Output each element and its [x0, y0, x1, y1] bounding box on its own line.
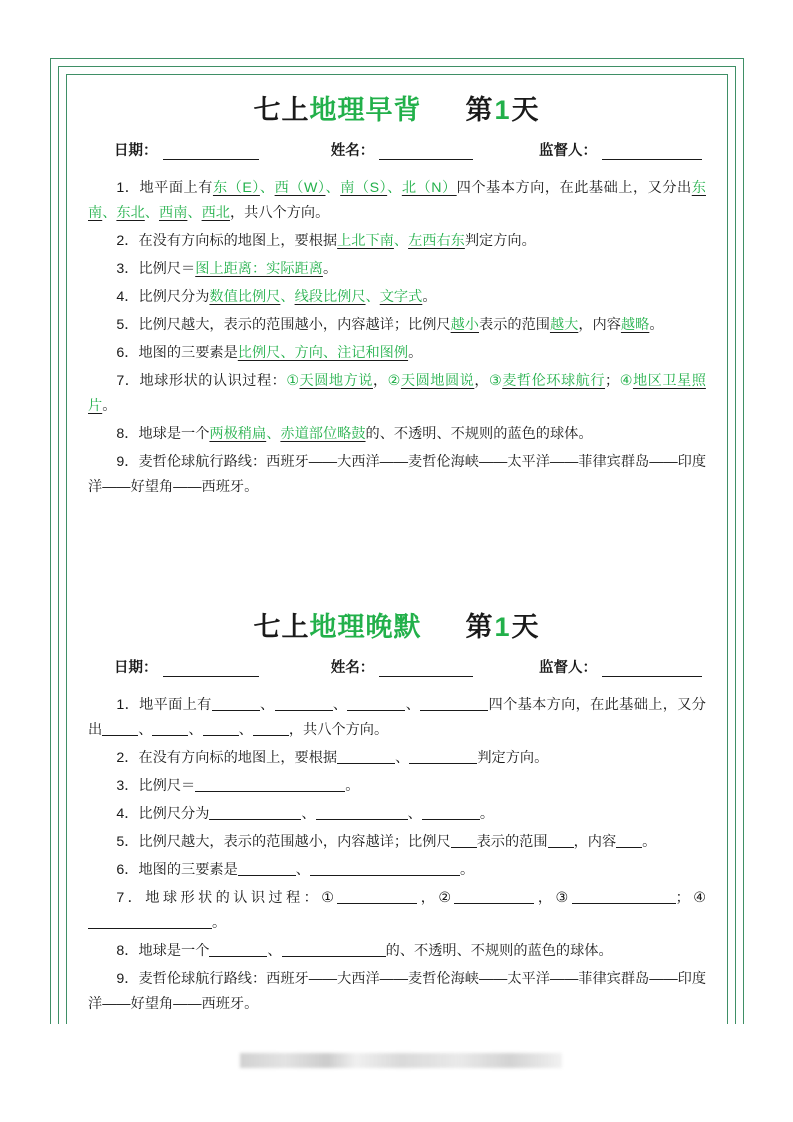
item-number: 8． [116, 426, 139, 442]
sep: ， [474, 373, 490, 389]
item-mid: 表示的范围 [479, 317, 550, 333]
item-tail: 判定方向。 [477, 750, 549, 766]
item-lead: 地球是一个 [138, 426, 210, 442]
sep: 、 [259, 180, 275, 196]
answer-south: 南（S） [340, 180, 388, 196]
sep: 、 [266, 426, 281, 442]
worksheet-content [66, 74, 728, 1024]
answer-north-up-south-down: 上北下南 [337, 233, 394, 249]
answer-round-earth-round-sky: 天圆地圆说 [400, 373, 475, 389]
item-mid: 四个基本方向，在此基础上，又分出 [456, 180, 692, 196]
item-text: 麦哲伦球航行路线：西班牙——大西洋——麦哲伦海峡——太平洋——菲律宾群岛——印度洋——好望角——西班牙。 [88, 971, 707, 1012]
item-tail: 。 [460, 862, 475, 878]
item-tail: 。 [479, 806, 495, 822]
sheet-2-name-label: 姓名： [330, 660, 375, 676]
item-tail: 。 [212, 915, 227, 931]
item-lead: 在没有方向标的地图上，要根据 [138, 233, 338, 249]
sep: 、 [405, 697, 421, 713]
blank-map-element-2[interactable] [310, 860, 460, 876]
item-number: 2． [116, 750, 139, 766]
sep: 、 [259, 697, 275, 713]
sheet-2-item-7 [88, 886, 706, 936]
sheet-1-day-number: 1 [494, 95, 512, 125]
item-lead: 比例尺＝ [138, 778, 196, 794]
answer-satellite-photo: 地区卫星照片 [88, 373, 706, 414]
sheet-1-supervisor-field[interactable] [539, 139, 702, 160]
sheet-2-supervisor-label: 监督人： [539, 660, 597, 676]
sheet-2-title [253, 605, 421, 644]
item-number: 7． [116, 373, 140, 389]
blank-orientation-1[interactable] [337, 748, 395, 764]
answer-flattened-poles: 两极稍扁 [209, 426, 267, 442]
sheet-1-header [88, 74, 706, 127]
redacted-watermark-bar [240, 1053, 562, 1068]
item-lead: 比例尺＝ [138, 261, 196, 277]
sep: ， [417, 890, 439, 906]
item-number: 4． [116, 289, 139, 305]
answer-larger: 越大 [549, 317, 579, 333]
item-tail: 。 [408, 345, 423, 361]
answer-northeast: 东北 [116, 205, 145, 221]
item-tail: 。 [345, 778, 360, 794]
item-number: 5． [116, 317, 139, 333]
item-number: 1． [116, 697, 140, 713]
blank-direction-3[interactable] [347, 695, 405, 711]
sheet-1-date-field[interactable] [114, 139, 259, 160]
item-lead: 比例尺分为 [138, 289, 210, 305]
item-lead: 比例尺分为 [138, 806, 210, 822]
item-lead: 地球是一个 [138, 943, 210, 959]
sheet-2-title-green: 地理晚默 [309, 612, 422, 642]
answer-north: 北（N） [401, 180, 457, 196]
sep: 、 [102, 205, 117, 221]
blank-earth-feature-2[interactable] [282, 941, 386, 957]
sheet-1-item-2 [88, 229, 706, 254]
sheet-2-item-6 [88, 858, 706, 883]
blank-earth-feature-1[interactable] [209, 941, 267, 957]
sheet-2-title-black: 七上 [253, 612, 310, 642]
answer-linear-scale: 线段比例尺 [294, 289, 366, 305]
sheet-2-meta-row [88, 656, 706, 677]
marker-3: ③ [489, 373, 503, 389]
item-tail: ，共八个方向。 [288, 722, 389, 738]
item-number: 9． [116, 454, 139, 470]
marker-1: ① [321, 890, 338, 906]
sheet-1-title [253, 88, 421, 127]
sheet-divider-space [88, 503, 706, 591]
sep: 、 [138, 722, 153, 738]
blank-earth-shape-4[interactable] [88, 913, 212, 929]
sheet-2-name-blank[interactable] [379, 662, 473, 677]
answer-scale-formula: 图上距离：实际距离 [195, 261, 323, 277]
item-lead: 地图的三要素是 [138, 862, 238, 878]
item-number: 8． [116, 943, 139, 959]
item-number: 7． [116, 890, 146, 906]
sheet-2-item-1 [88, 693, 706, 743]
sheet-1-name-field[interactable] [331, 139, 474, 160]
sheet-2-day-suffix: 天 [511, 612, 541, 642]
blank-scale-type-1[interactable] [209, 804, 301, 820]
blank-direction-4[interactable] [420, 695, 488, 711]
blank-earth-shape-3[interactable] [572, 888, 676, 904]
answer-three-elements: 比例尺、方向、注记和图例 [237, 345, 409, 361]
item-number: 3． [116, 261, 139, 277]
sep: 、 [267, 943, 282, 959]
item-lead: 地平面上有 [139, 697, 212, 713]
sheet-2-item-9 [88, 967, 706, 1017]
answer-flat-earth-round-sky: 天圆地方说 [299, 373, 373, 389]
sheet-2-item-8 [88, 939, 706, 964]
sep: ； [605, 373, 620, 389]
sep: 、 [387, 180, 402, 196]
marker-1: ① [286, 373, 300, 389]
sheet-1-supervisor-blank[interactable] [602, 145, 702, 160]
sheet-1-item-7 [88, 369, 706, 419]
sep: 、 [144, 205, 159, 221]
blank-direction-1[interactable] [212, 695, 260, 711]
sheet-1-day-suffix: 天 [511, 95, 541, 125]
sheet-1-item-6 [88, 341, 706, 366]
item-mid: ，内容 [578, 317, 621, 333]
sep: 、 [301, 806, 316, 822]
marker-2: ② [438, 890, 455, 906]
item-number: 9． [116, 971, 139, 987]
sheet-1-name-label: 姓名： [330, 143, 375, 159]
sep: 、 [393, 233, 409, 249]
item-number: 6． [116, 345, 139, 361]
sep: 、 [332, 697, 348, 713]
sheet-1-date-label: 日期： [114, 143, 158, 159]
marker-3: ③ [555, 890, 572, 906]
item-mid: 四个基本方向，在此基础上，又分出 [88, 697, 706, 738]
blank-direction-6[interactable] [152, 720, 188, 736]
item-lead: 在没有方向标的地图上，要根据 [138, 750, 338, 766]
item-lead: 地平面上有 [139, 180, 213, 196]
sep: 、 [365, 289, 380, 305]
item-mid: 表示的范围 [476, 834, 548, 850]
answer-southwest: 西南 [159, 205, 188, 221]
sep: 、 [188, 722, 203, 738]
marker-2: ② [387, 373, 401, 389]
blank-map-element-1[interactable] [238, 860, 296, 876]
blank-scale-compare-3[interactable] [616, 832, 642, 848]
answer-verbal-scale: 文字式 [379, 289, 423, 305]
sheet-2-day-prefix: 第 [465, 612, 495, 642]
blank-scale-compare-1[interactable] [451, 832, 477, 848]
answer-west: 西（W） [274, 180, 326, 196]
blank-scale-compare-2[interactable] [548, 832, 574, 848]
blank-orientation-2[interactable] [409, 748, 477, 764]
item-text: 麦哲伦球航行路线：西班牙——大西洋——麦哲伦海峡——太平洋——菲律宾群岛——印度洋——好望角——西班牙。 [88, 454, 707, 495]
sheet-1-day-prefix: 第 [465, 95, 495, 125]
item-mid: ，内容 [573, 834, 617, 850]
sep: 、 [295, 862, 310, 878]
sheet-1-day-label [465, 88, 540, 127]
answer-northwest: 西北 [201, 205, 230, 221]
sheet-evening-dictation [88, 591, 706, 1017]
item-lead: 地球形状的认识过程： [139, 373, 287, 389]
sheet-1-item-3 [88, 257, 706, 282]
sheet-2-name-field[interactable] [331, 656, 474, 677]
sheet-2-item-5 [88, 830, 706, 855]
sheet-1-title-green: 地理早背 [309, 95, 422, 125]
sep: ； [675, 890, 690, 906]
sheet-morning-recitation [88, 74, 706, 500]
item-tail: 。 [649, 317, 664, 333]
item-tail: 。 [642, 834, 657, 850]
sep: 、 [407, 806, 422, 822]
answer-numeric-scale: 数值比例尺 [209, 289, 281, 305]
blank-earth-shape-2[interactable] [454, 888, 534, 904]
answer-bulging-equator: 赤道部位略鼓 [280, 426, 366, 442]
sheet-2-supervisor-blank[interactable] [602, 662, 702, 677]
blank-scale-type-3[interactable] [422, 804, 480, 820]
blank-earth-shape-1[interactable] [337, 888, 417, 904]
sheet-2-date-field[interactable] [114, 656, 259, 677]
sep: 、 [280, 289, 295, 305]
sheet-2-date-label: 日期： [114, 660, 158, 676]
sheet-1-meta-row [88, 139, 706, 160]
sheet-2-day-label [465, 605, 540, 644]
sheet-1-name-blank[interactable] [379, 145, 473, 160]
blank-scale-type-2[interactable] [316, 804, 408, 820]
answer-magellan-voyage: 麦哲伦环球航行 [502, 373, 606, 389]
item-number: 4． [116, 806, 139, 822]
item-lead: 地图的三要素是 [138, 345, 238, 361]
item-number: 5． [116, 834, 139, 850]
item-tail: 判定方向。 [464, 233, 536, 249]
sheet-2-date-blank[interactable] [163, 662, 259, 677]
blank-direction-8[interactable] [253, 720, 289, 736]
item-number: 2． [116, 233, 139, 249]
item-tail: ，共八个方向。 [229, 205, 330, 221]
item-lead: 地球形状的认识过程： [145, 890, 322, 906]
item-lead: 比例尺越大，表示的范围越小，内容越详；比例尺 [138, 317, 451, 333]
item-lead: 比例尺越大，表示的范围越小，内容越详；比例尺 [138, 834, 451, 850]
sheet-1-items [88, 176, 706, 500]
answer-west-left-east-right: 左西右东 [408, 233, 465, 249]
sheet-2-item-2 [88, 746, 706, 771]
sep: 、 [325, 180, 341, 196]
sheet-1-date-blank[interactable] [163, 145, 259, 160]
sheet-1-item-8 [88, 422, 706, 447]
sep: 、 [395, 750, 410, 766]
sep: 、 [238, 722, 253, 738]
marker-4: ④ [689, 890, 706, 906]
sheet-2-header [88, 591, 706, 644]
sheet-2-supervisor-field[interactable] [539, 656, 702, 677]
blank-direction-2[interactable] [275, 695, 333, 711]
item-tail: 。 [322, 261, 338, 277]
sheet-1-title-black: 七上 [253, 95, 310, 125]
sep: ， [372, 373, 388, 389]
sheet-1-item-1 [88, 176, 706, 226]
sheet-2-item-4 [88, 802, 706, 827]
sheet-1-item-5 [88, 313, 706, 338]
sheet-2-items [88, 693, 706, 1017]
sheet-2-day-number: 1 [494, 612, 512, 642]
sheet-2-item-3 [88, 774, 706, 799]
item-number: 3． [116, 778, 139, 794]
item-tail: 的、不透明、不规则的蓝色的球体。 [385, 943, 613, 959]
answer-southeast: 东南 [88, 180, 706, 221]
sep: 、 [187, 205, 202, 221]
item-number: 1． [116, 180, 140, 196]
answer-simpler: 越略 [620, 317, 650, 333]
item-tail: 。 [102, 398, 117, 414]
item-tail: 的、不透明、不规则的蓝色的球体。 [365, 426, 593, 442]
sheet-1-item-4 [88, 285, 706, 310]
answer-east: 东（E） [212, 180, 260, 196]
sheet-1-supervisor-label: 监督人： [539, 143, 597, 159]
blank-direction-5[interactable] [102, 720, 138, 736]
answer-smaller: 越小 [450, 317, 479, 333]
sep: ， [534, 890, 556, 906]
blank-scale-formula[interactable] [195, 776, 345, 792]
item-tail: 。 [422, 289, 437, 305]
sheet-1-item-9 [88, 450, 706, 500]
blank-direction-7[interactable] [203, 720, 239, 736]
item-number: 6． [116, 862, 139, 878]
marker-4: ④ [619, 373, 633, 389]
